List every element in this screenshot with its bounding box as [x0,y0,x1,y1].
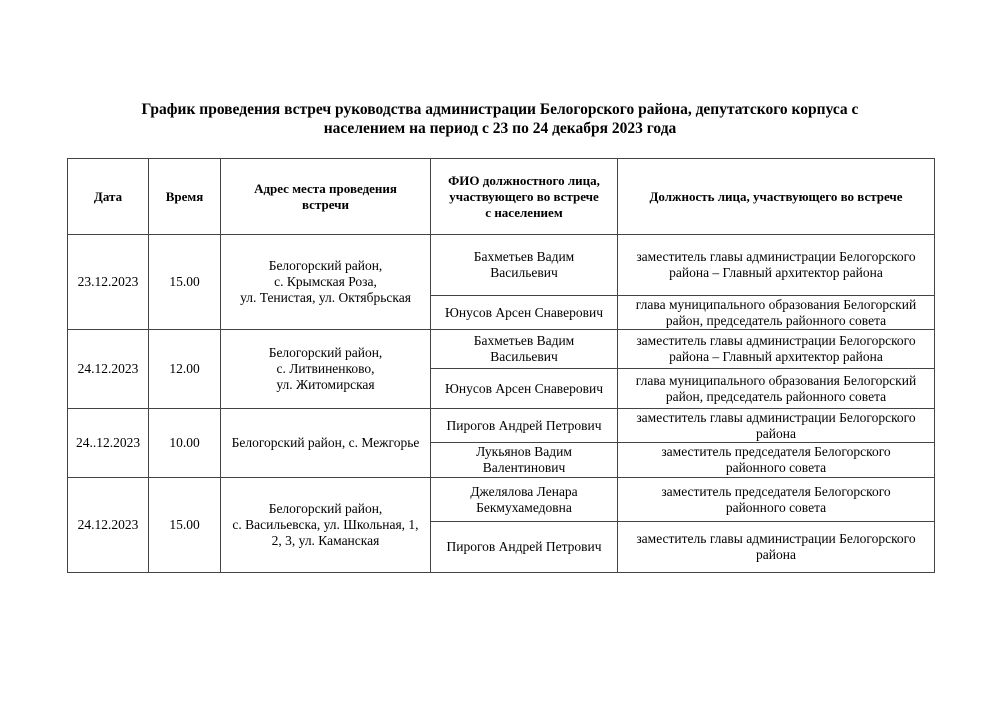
cell-position: заместитель главы администрации Белогорского района – Главный архитектор района [618,330,935,369]
cell-date: 24.12.2023 [68,478,149,573]
cell-address: Белогорский район, с. Межгорье [221,409,431,478]
cell-fio: Пирогов Андрей Петрович [431,409,618,443]
table-row [68,478,935,522]
cell-time: 12.00 [149,330,221,409]
cell-position: глава муниципального образования Белогорский район, председатель районного совета [618,369,935,409]
cell-fio: Джелялова Ленара Бекмухамедовна [431,478,618,522]
cell-address: Белогорский район, с. Крымская Роза, ул. Тенистая, ул. Октябрьская [221,235,431,330]
cell-position: заместитель главы администрации Белогорского района – Главный архитектор района [618,235,935,296]
cell-address: Белогорский район, с. Васильевска, ул. Школьная, 1, 2, 3, ул. Каманская [221,478,431,573]
document-title [60,100,940,138]
header-date: Дата [68,159,149,235]
table-header-row [68,159,935,235]
schedule-table [67,158,935,573]
cell-position: заместитель главы администрации Белогорского района [618,409,935,443]
cell-time: 10.00 [149,409,221,478]
cell-time: 15.00 [149,235,221,330]
table-row [68,235,935,296]
cell-fio: Бахметьев Вадим Васильевич [431,330,618,369]
cell-position: заместитель председателя Белогорского районного совета [618,478,935,522]
title-line-1: График проведения встреч руководства администрации Белогорского района, депутатского корпуса с [141,101,859,118]
cell-date: 23.12.2023 [68,235,149,330]
cell-address: Белогорский район, с. Литвиненково, ул. Житомирская [221,330,431,409]
cell-fio: Лукьянов Вадим Валентинович [431,443,618,478]
header-address: Адрес места проведения встречи [221,159,431,235]
title-line-2: населением на период с 23 по 24 декабря 2023 года [323,120,677,137]
cell-fio: Бахметьев Вадим Васильевич [431,235,618,296]
cell-position: заместитель председателя Белогорского районного совета [618,443,935,478]
cell-fio: Пирогов Андрей Петрович [431,522,618,573]
table-row [68,409,935,443]
cell-date: 24..12.2023 [68,409,149,478]
cell-position: заместитель главы администрации Белогорского района [618,522,935,573]
cell-fio: Юнусов Арсен Снаверович [431,369,618,409]
cell-fio: Юнусов Арсен Снаверович [431,296,618,330]
cell-date: 24.12.2023 [68,330,149,409]
header-time: Время [149,159,221,235]
cell-time: 15.00 [149,478,221,573]
header-fio: ФИО должностного лица, участвующего во встрече с населением [431,159,618,235]
header-position: Должность лица, участвующего во встрече [618,159,935,235]
cell-position: глава муниципального образования Белогорский район, председатель районного совета [618,296,935,330]
table-row [68,330,935,369]
